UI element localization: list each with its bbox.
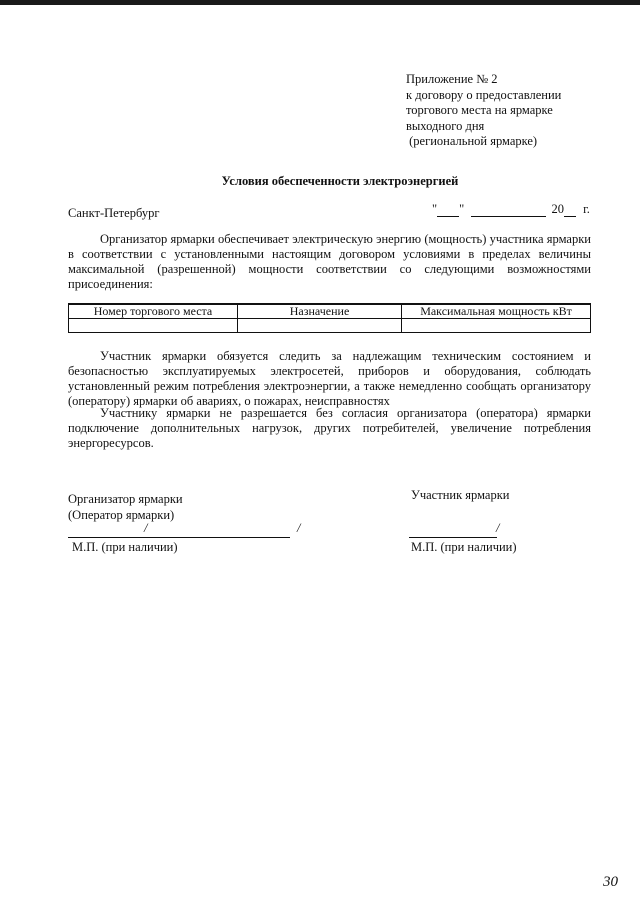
table-cell	[402, 319, 591, 333]
participant-signature-block	[411, 488, 509, 503]
paragraph-text: Участник ярмарки обязуется следить за надлежащим техническим состоянием и безопасностью эксплуатируемых электросетей, приборов и оборудования, соблюдать установленный режим потребления электроэнергии, а также немедленно сообщать организатору (оператору) ярмарки об авариях, о пожарах, неисправностях	[68, 349, 591, 408]
paragraph-supply-conditions	[68, 232, 591, 292]
header-purpose: Назначение	[238, 304, 402, 319]
paragraph-participant-obligations	[68, 349, 591, 409]
signature-slash: /	[297, 521, 301, 535]
month-blank	[471, 203, 546, 217]
participant-label: Участник ярмарки	[411, 488, 510, 502]
organizer-seal-note: М.П. (при наличии)	[72, 540, 178, 554]
header-max-power: Максимальная мощность кВт	[402, 304, 591, 319]
annex-line: к договору о предоставлении	[406, 87, 562, 102]
organizer-signature-line	[68, 537, 290, 538]
annex-line: торгового места на ярмарке	[406, 103, 553, 117]
year-prefix: 20	[551, 202, 564, 216]
annex-line: выходного дня	[406, 118, 485, 133]
participant-signature-line	[409, 537, 497, 538]
organizer-signature-block	[68, 491, 183, 523]
table-cell	[69, 319, 238, 333]
participant-seal-note: М.П. (при наличии)	[411, 540, 517, 554]
table-row	[69, 319, 591, 333]
annex-line: Приложение № 2	[406, 72, 498, 86]
year-blank	[564, 203, 576, 217]
document-title: Условия обеспеченности электроэнергией	[221, 174, 459, 188]
header-place-number: Номер торгового места	[69, 304, 238, 319]
table-header-row	[69, 304, 591, 319]
date-field	[432, 202, 590, 217]
signature-slash: /	[144, 521, 148, 535]
connection-table	[68, 303, 591, 333]
year-suffix: г.	[583, 202, 590, 216]
date-quote-close: "	[459, 202, 465, 216]
paragraph-prohibitions	[68, 406, 591, 451]
operator-label: (Оператор ярмарки)	[68, 508, 175, 522]
signature-slash: /	[496, 521, 500, 535]
annex-header	[406, 72, 621, 150]
scan-top-edge	[0, 0, 640, 5]
paragraph-text: Участнику ярмарки не разрешается без согласия организатора (оператора) ярмарки подключение дополнительных нагрузок, других потребителей, увеличение потребления энергоресурсов.	[68, 406, 591, 450]
city: Санкт-Петербург	[68, 206, 160, 220]
page-number: 30	[603, 874, 618, 890]
day-blank	[437, 203, 459, 217]
date-quote-open: "	[432, 202, 438, 216]
annex-line: (региональной ярмарке)	[406, 134, 538, 148]
paragraph-text: Организатор ярмарки обеспечивает электрическую энергию (мощность) участника ярмарки в соответствии с установленными настоящим договором условиями в пределах величины максимальной (разрешенной) мощности соответствии со следующими возможностями присоединения:	[68, 232, 591, 291]
organizer-label: Организатор ярмарки	[68, 492, 183, 506]
table-cell	[238, 319, 402, 333]
